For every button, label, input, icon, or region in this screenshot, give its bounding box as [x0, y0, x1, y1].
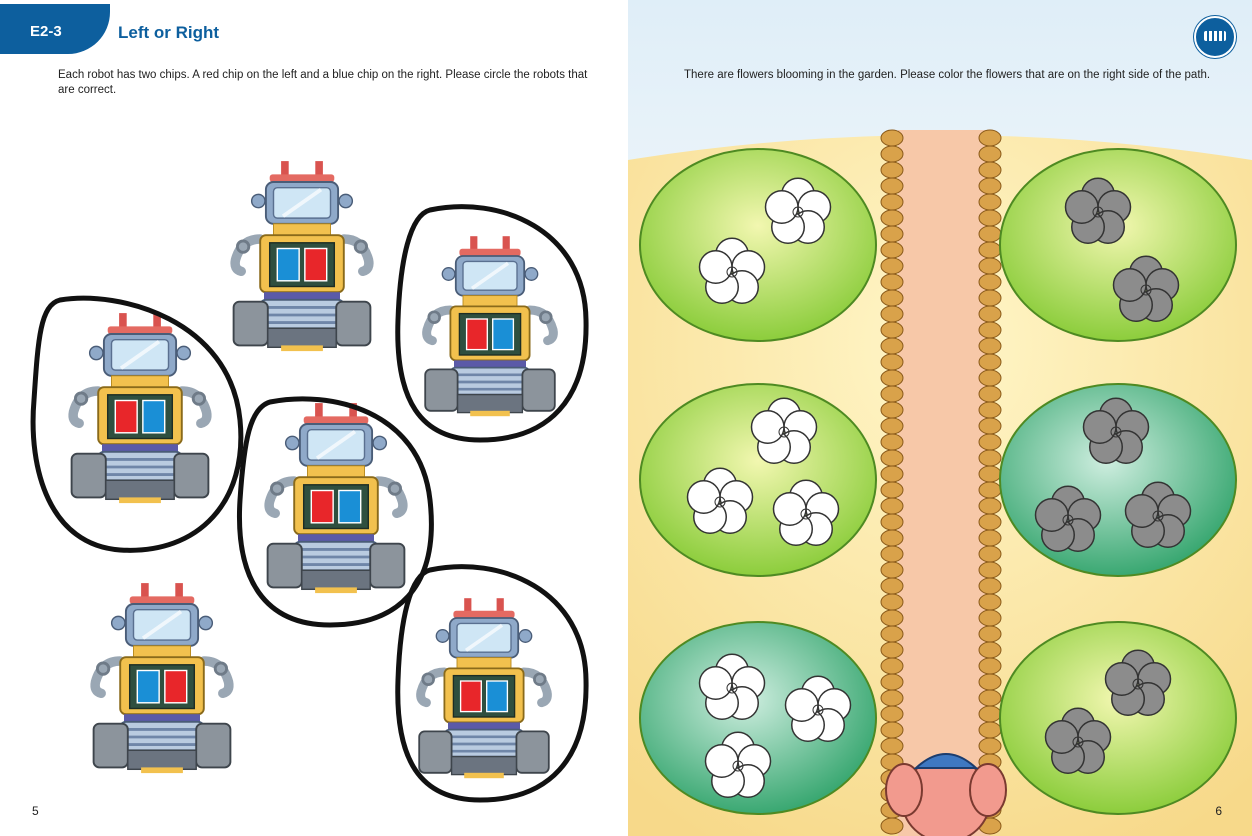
robot-bottom-right	[419, 598, 549, 778]
page-number-right: 6	[1215, 804, 1222, 818]
garden-illustration	[628, 0, 1252, 836]
bush-left-top	[640, 149, 876, 341]
robot-center	[268, 403, 405, 593]
left-chip-red	[115, 401, 137, 433]
robot-bottom-left	[94, 583, 231, 773]
robot-elephant-repair	[72, 313, 209, 503]
left-chip-red	[461, 681, 482, 712]
right-chip-blue	[487, 681, 508, 712]
right-chip-blue	[143, 401, 165, 433]
bush-left-middle	[640, 384, 876, 576]
left-instructions: Each robot has two chips. A red chip on the left and a blue chip on the right. Please circle the robots that are correct.	[58, 69, 588, 96]
right-chip-blue	[493, 319, 514, 350]
right-instructions: There are flowers blooming in the garden. Please color the flowers that are on the right side of the path.	[684, 69, 1211, 81]
right-chip-red	[165, 671, 187, 703]
bush-left-bottom	[640, 622, 876, 814]
left-chip-red	[311, 491, 333, 523]
robot-top-center	[234, 161, 371, 351]
left-chip-blue	[137, 671, 159, 703]
robot-top-right	[425, 236, 555, 416]
page-number-left: 5	[32, 804, 39, 818]
section-badge: E2-3	[30, 23, 62, 40]
bush-right-top	[1000, 149, 1236, 341]
bush-right-bottom	[1000, 622, 1236, 814]
right-page	[628, 0, 1252, 836]
bush-right-middle	[1000, 384, 1236, 576]
left-chip-red	[467, 319, 488, 350]
right-chip-blue	[339, 491, 361, 523]
left-chip-blue	[277, 249, 299, 281]
page-title: Left or Right	[118, 23, 220, 42]
right-chip-red	[305, 249, 327, 281]
